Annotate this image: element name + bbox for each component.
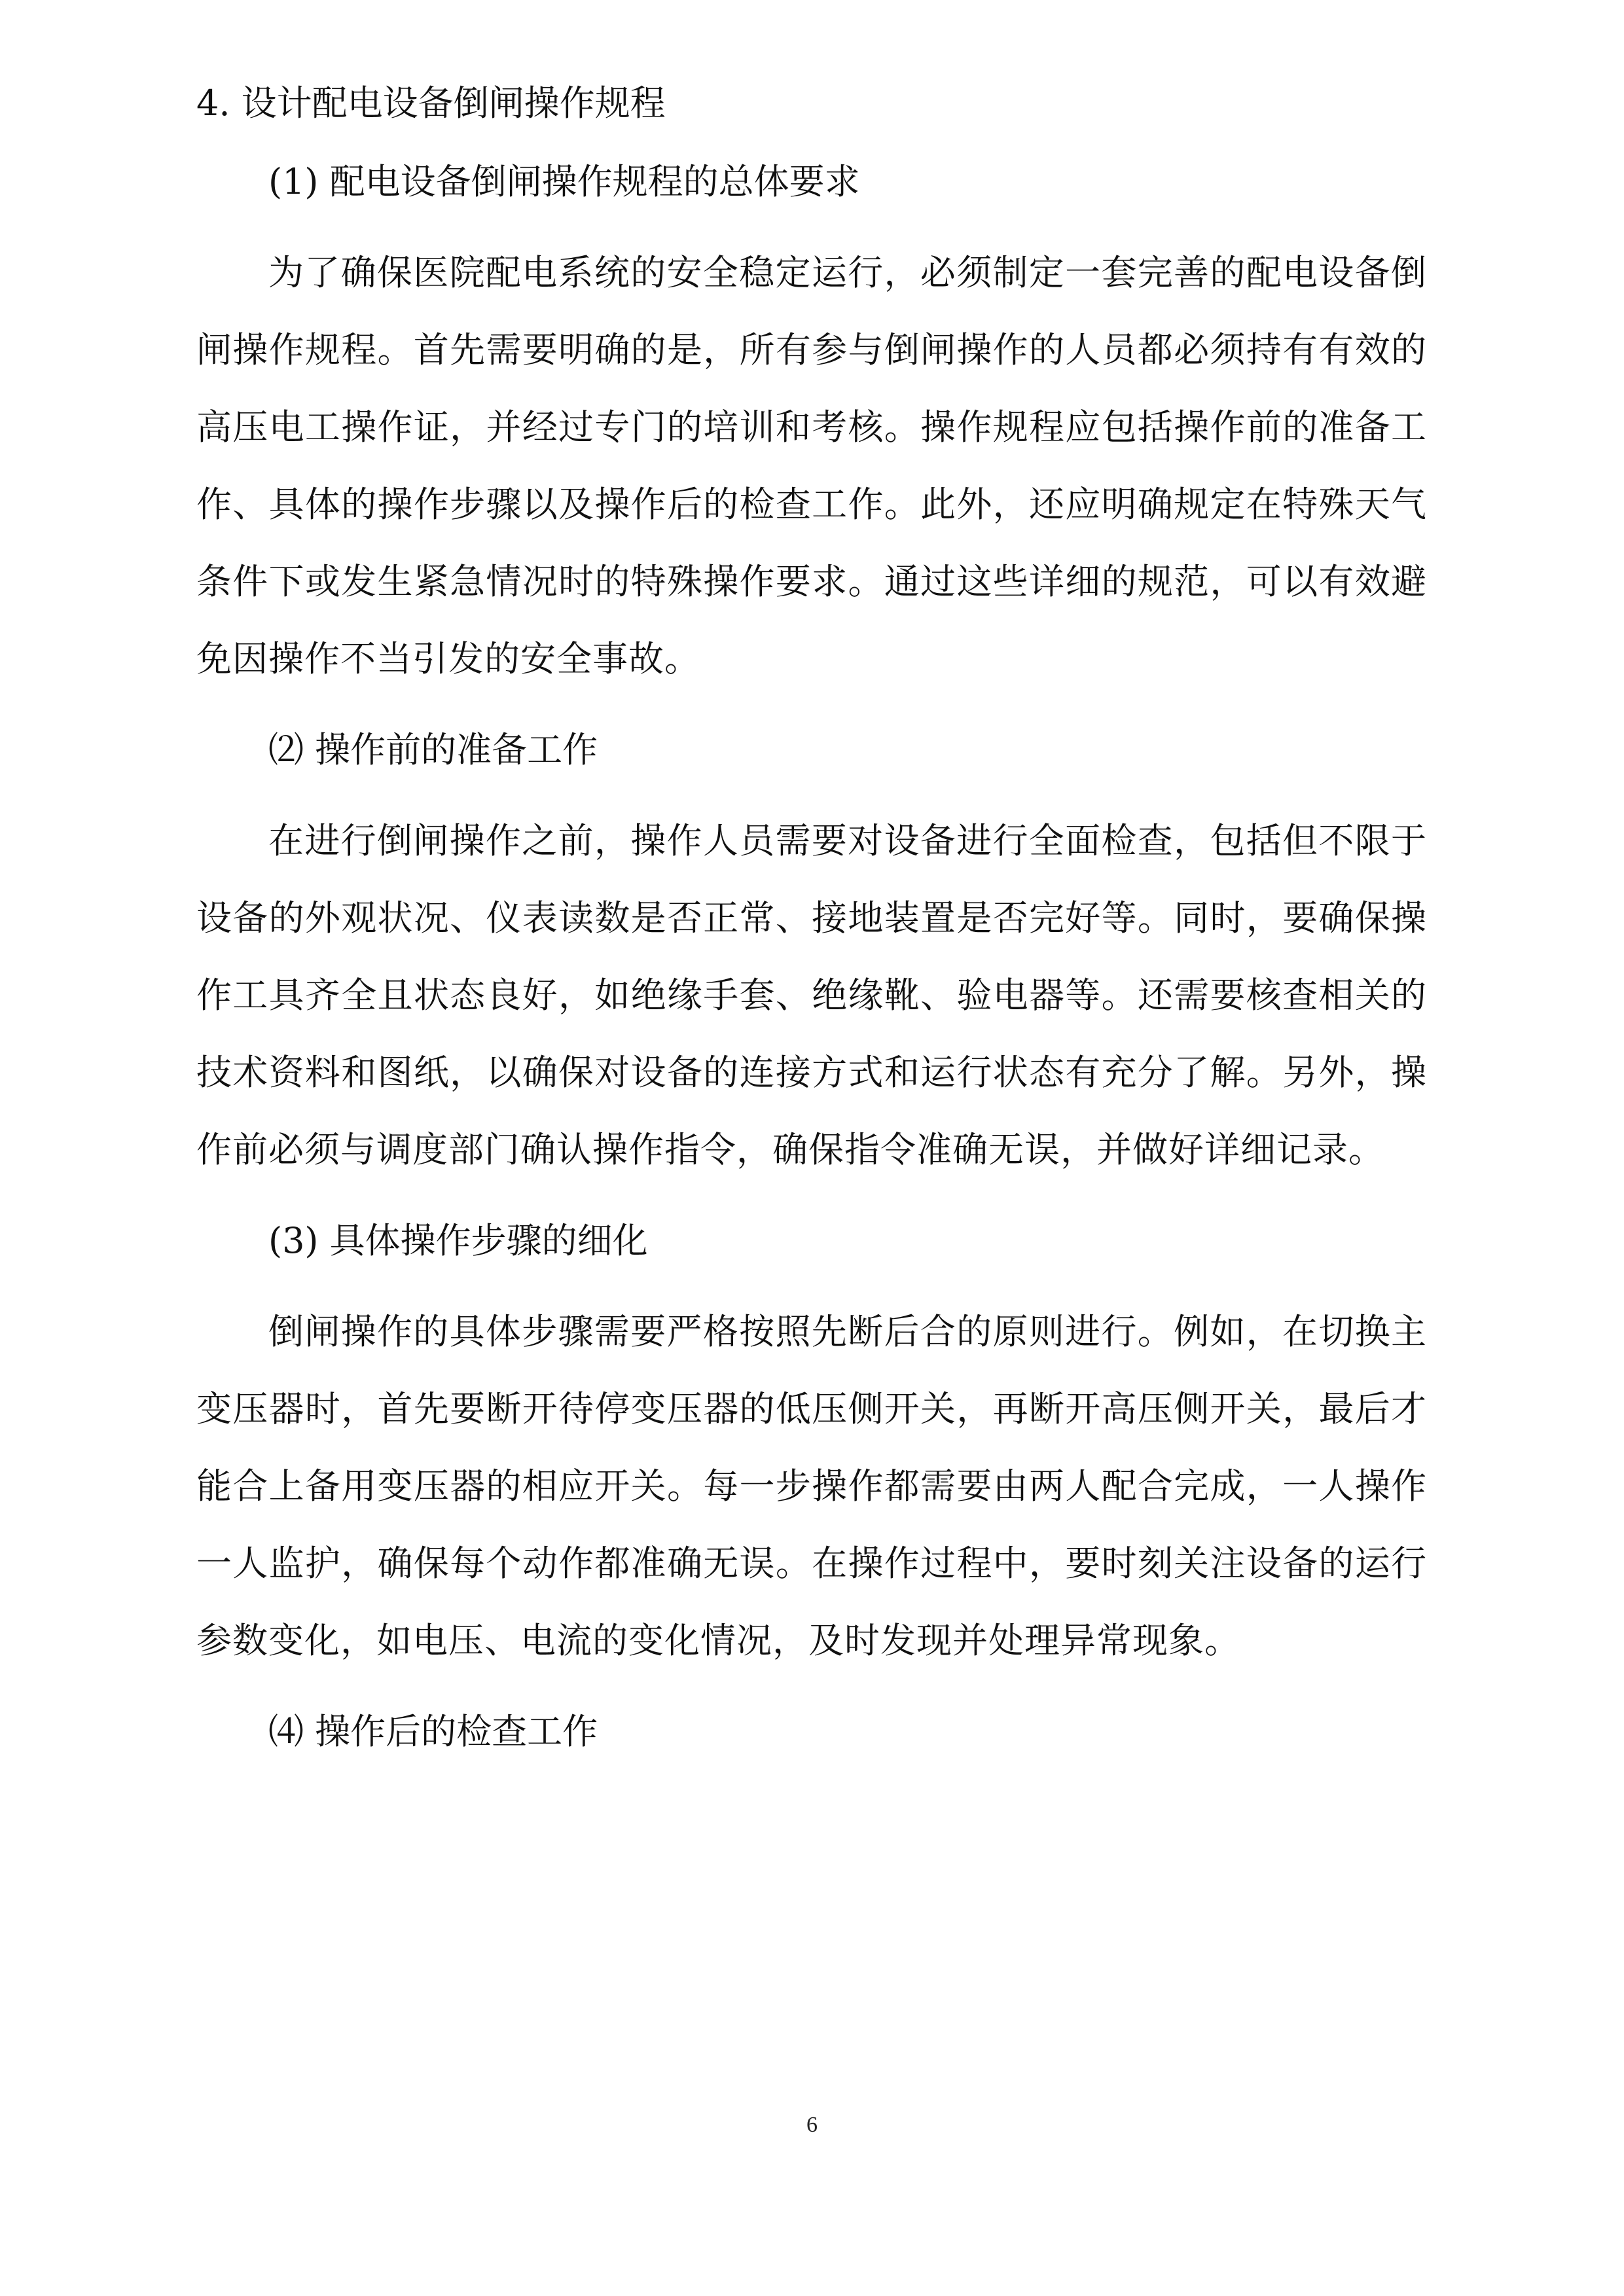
- subsection-heading-3: (3) 具体操作步骤的细化: [268, 1220, 648, 1261]
- subsection-heading-4: ⑷ 操作后的检查工作: [268, 1711, 598, 1752]
- subsection-heading-2: ⑵ 操作前的准备工作: [268, 729, 598, 770]
- paragraph-preparation: 在进行倒闸操作之前，操作人员需要对设备进行全面检查，包括但不限于设备的外观状况、仪表读数是否正常、接地装置是否完好等。同时，要确保操作工具齐全且状态良好，如绝缘手套、绝缘靴、验电器等。还需要核查相关的技术资料和图纸，以确保对设备的连接方式和运行状态有充分了解。另外，操作前必须与调度部门确认操作指令，确保指令准确无误，并做好详细记录。: [196, 820, 1427, 1170]
- document-body: [196, 77, 1427, 1758]
- paragraph-overall-requirements: 为了确保医院配电系统的安全稳定运行，必须制定一套完善的配电设备倒闸操作规程。首先需要明确的是，所有参与倒闸操作的人员都必须持有有效的高压电工操作证，并经过专门的培训和考核。操作规程应包括操作前的准备工作、具体的操作步骤以及操作后的检查工作。此外，还应明确规定在特殊天气条件下或发生紧急情况时的特殊操作要求。通过这些详细的规范，可以有效避免因操作不当引发的安全事故。: [196, 252, 1427, 679]
- page-number: 6: [806, 2113, 818, 2137]
- section-title: 4. 设计配电设备倒闸操作规程: [196, 82, 666, 124]
- paragraph-operation-steps: 倒闸操作的具体步骤需要严格按照先断后合的原则进行。例如，在切换主变压器时，首先要断开待停变压器的低压侧开关，再断开高压侧开关，最后才能合上备用变压器的相应开关。每一步操作都需要由两人配合完成，一人操作一人监护，确保每个动作都准确无误。在操作过程中，要时刻关注设备的运行参数变化，如电压、电流的变化情况，及时发现并处理异常现象。: [196, 1311, 1427, 1661]
- subsection-heading-1: (1) 配电设备倒闸操作规程的总体要求: [268, 161, 860, 202]
